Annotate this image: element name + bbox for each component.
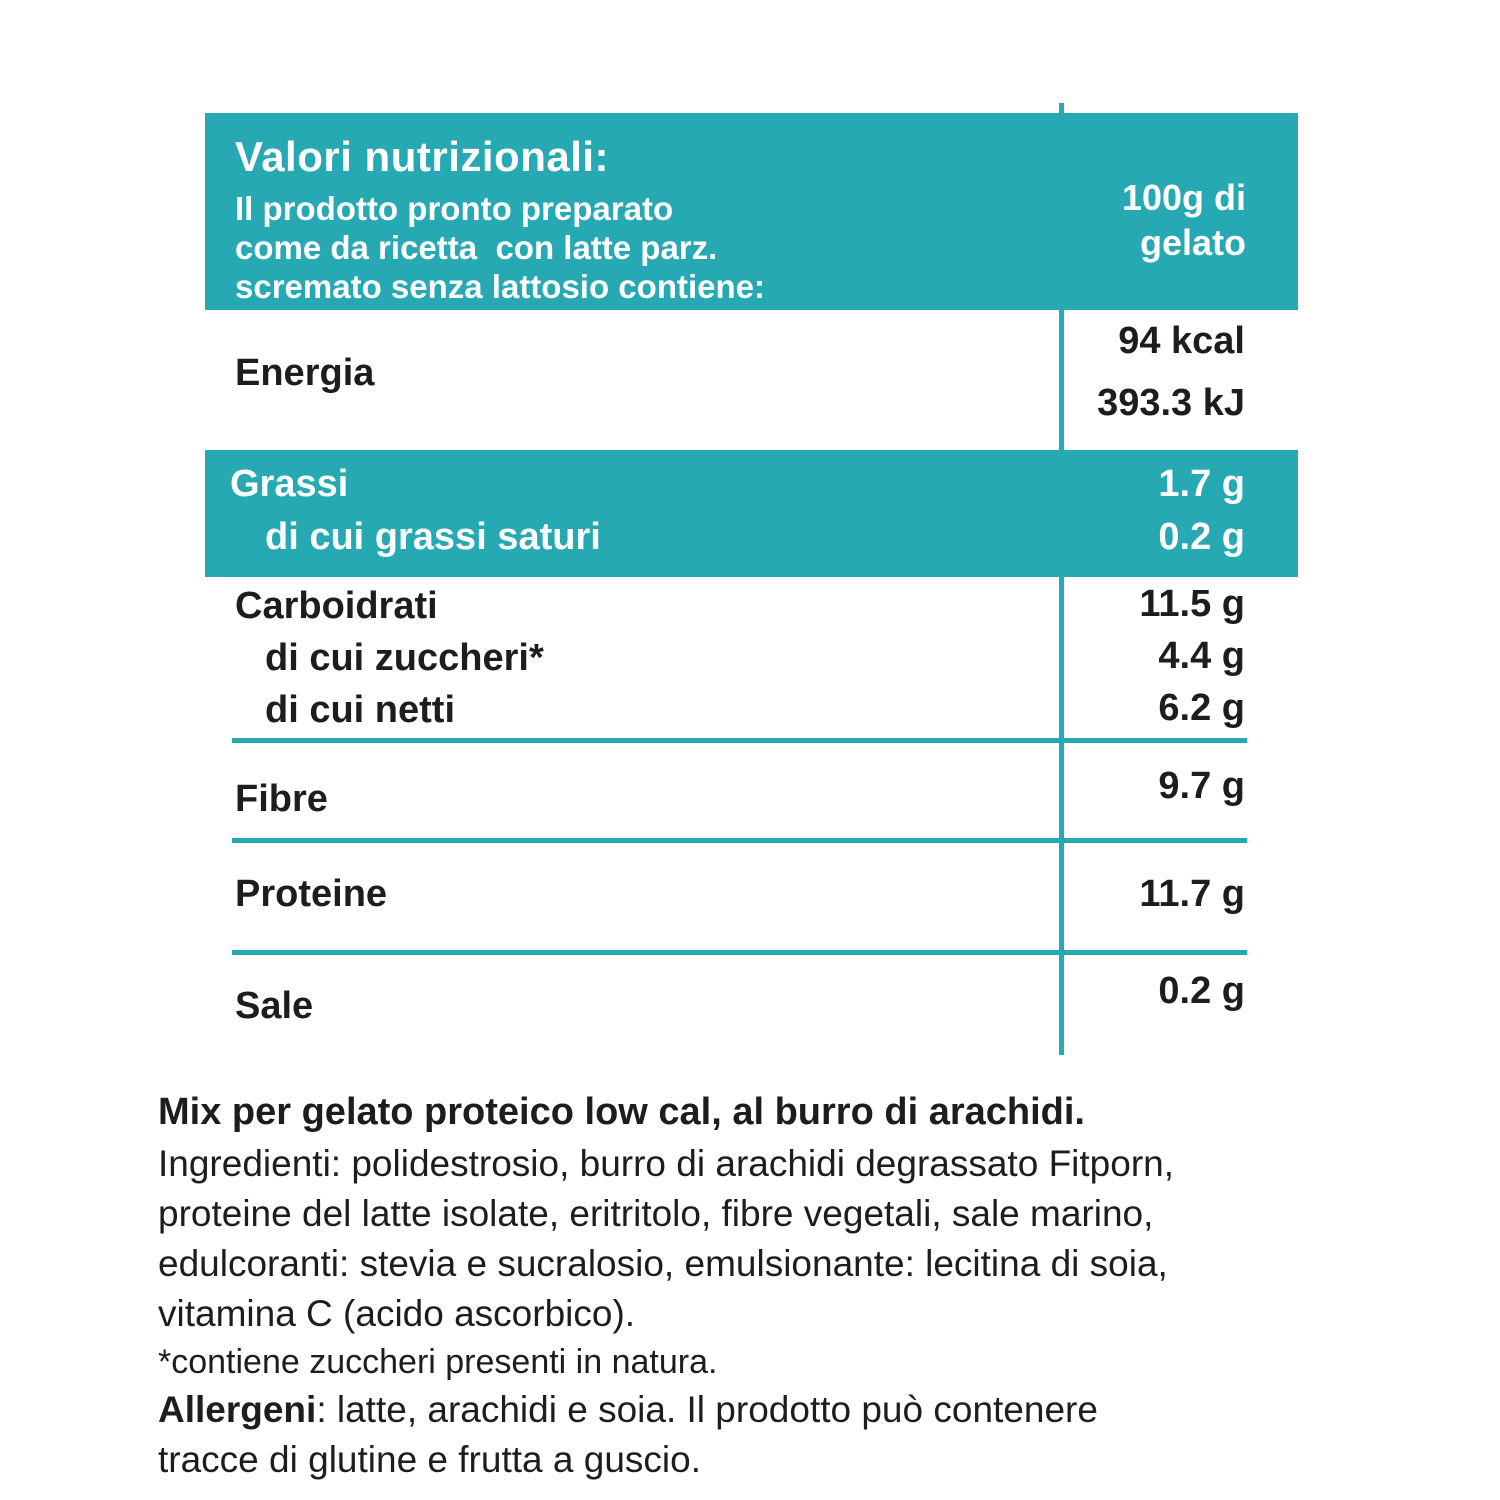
ingredients-line-2: proteine del latte isolate, eritritolo, fibre vegetali, sale marino, (158, 1193, 1154, 1234)
value-energia-kj: 393.3 kJ (1097, 382, 1245, 424)
value-zuccheri: 4.4 g (1158, 635, 1245, 677)
allergens-line-2: tracce di glutine e frutta a guscio. (158, 1439, 701, 1480)
row-label-zuccheri: di cui zuccheri* (265, 637, 544, 679)
value-carboidrati: 11.5 g (1139, 583, 1245, 625)
header-subtitle-line-1: Il prodotto pronto preparato (235, 190, 674, 227)
value-fibre: 9.7 g (1158, 765, 1245, 807)
product-title: Mix per gelato proteico low cal, al burro di arachidi. (158, 1091, 1085, 1133)
natural-sugars-note: *contiene zuccheri presenti in natura. (158, 1343, 718, 1381)
serving-size (1122, 175, 1246, 310)
value-sale: 0.2 g (1158, 970, 1245, 1012)
ingredients-line-1: Ingredienti: polidestrosio, burro di arachidi degrassato Fitporn, (158, 1143, 1175, 1184)
header-subtitle-line-2: come da ricetta con latte parz. (235, 229, 718, 266)
separator-line-2 (232, 838, 1247, 843)
serving-size-line-2: gelato (1139, 222, 1246, 263)
separator-line-3 (232, 950, 1247, 955)
ingredients-line-4: vitamina C (acido ascorbico). (158, 1293, 636, 1334)
row-label-proteine: Proteine (235, 873, 388, 915)
row-label-fibre: Fibre (235, 778, 328, 820)
allergens-text: : latte, arachidi e soia. Il prodotto può contenere (316, 1389, 1098, 1430)
product-description (158, 1085, 1438, 1485)
row-label-netti: di cui netti (265, 689, 455, 731)
value-netti: 6.2 g (1158, 687, 1245, 729)
ingredients-line-3: edulcoranti: stevia e sucralosio, emulsionante: lecitina di soia, (158, 1243, 1168, 1284)
row-label-energia: Energia (235, 352, 375, 394)
value-grassi: 1.7 g (1158, 463, 1245, 505)
header-subtitle-line-3: scremato senza lattosio contiene: (235, 268, 765, 305)
separator-line-1 (232, 738, 1247, 743)
header-text-block (235, 133, 765, 310)
serving-size-line-1: 100g di (1121, 177, 1246, 218)
row-label-sale: Sale (235, 985, 314, 1027)
value-energia-kcal: 94 kcal (1118, 320, 1245, 362)
value-proteine: 11.7 g (1139, 873, 1245, 915)
value-grassi-saturi: 0.2 g (1158, 516, 1245, 558)
row-label-carboidrati: Carboidrati (235, 585, 438, 627)
row-label-grassi: Grassi (230, 463, 349, 505)
nutrition-title: Valori nutrizionali: (235, 133, 610, 180)
allergens-label: Allergeni (158, 1389, 317, 1430)
nutrition-header (205, 113, 1298, 310)
allergens-line-1 (158, 1385, 1438, 1435)
row-label-grassi-saturi: di cui grassi saturi (265, 516, 601, 558)
